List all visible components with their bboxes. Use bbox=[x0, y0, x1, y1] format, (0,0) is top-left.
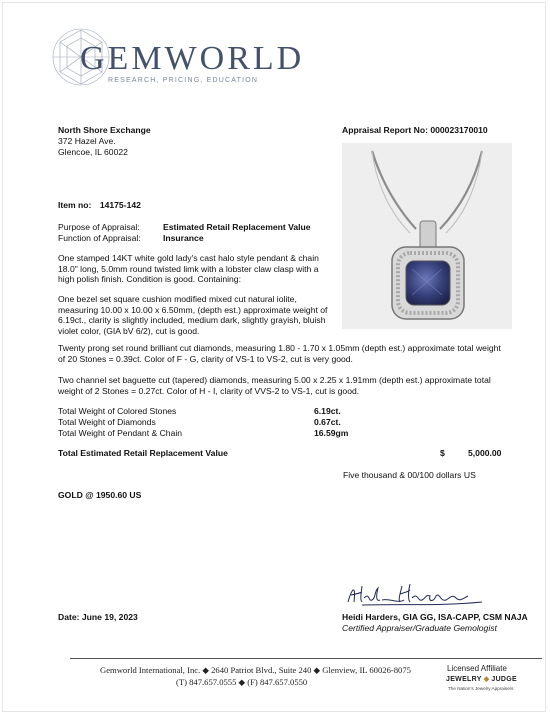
weight-diamonds-value: 0.67ct. bbox=[314, 417, 341, 427]
report-number bbox=[342, 125, 488, 136]
logo-wordmark: GEMWORLD bbox=[80, 40, 305, 77]
pendant-photo bbox=[342, 143, 512, 329]
footer-affiliate-label: Licensed Affiliate bbox=[447, 664, 507, 673]
weight-pendant-value: 16.59gm bbox=[314, 428, 349, 438]
jewelry-judge-logo bbox=[446, 675, 517, 683]
item-label: Item no: bbox=[58, 200, 92, 210]
jewelry-judge-left: JEWELRY bbox=[446, 676, 482, 683]
total-in-words: Five thousand & 00/100 dollars US bbox=[343, 470, 476, 480]
jewelry-judge-tagline: The Nation's Jewelry Appraisers bbox=[448, 686, 514, 691]
description-mounting: One stamped 14KT white gold lady's cast halo style pendant & chain 18.0" long, 5.0mm round twisted limk with a lobster claw clasp with a high polish finish. Condition is good. Containing: bbox=[58, 253, 319, 285]
total-currency: $ bbox=[440, 448, 445, 458]
function-value: Insurance bbox=[163, 233, 204, 243]
report-date bbox=[58, 612, 138, 623]
item-value: 14175-142 bbox=[99, 200, 141, 210]
signer-title: Certified Appraiser/Graduate Gemologist bbox=[342, 623, 497, 633]
weight-pendant-label: Total Weight of Pendant & Chain bbox=[58, 428, 183, 438]
footer-phone: (T) 847.657.0555 ◆ (F) 847.657.0550 bbox=[176, 677, 308, 687]
client-address-line2: Glencoe, IL 60022 bbox=[58, 147, 128, 157]
date-label: Date: bbox=[58, 612, 80, 622]
purpose-value: Estimated Retail Replacement Value bbox=[163, 222, 311, 232]
description-round-diamonds: Twenty prong set round brilliant cut diamonds, measuring 1.80 - 1.70 x 1.05mm (depth est.) approximate total weight of 20 Stones = 0.39ct. Color of F - G, clarity of VS-1 to VS-2, cut is very good. bbox=[58, 343, 501, 364]
pendant-necklace-icon bbox=[342, 143, 512, 329]
signer-name: Heidi Harders, GIA GG, ISA-CAPP, CSM NAJA bbox=[342, 612, 528, 622]
gavel-icon: ◆ bbox=[483, 676, 490, 683]
item-number bbox=[58, 200, 141, 211]
footer-address: Gemworld International, Inc. ◆ 2640 Patriot Blvd., Suite 240 ◆ Glenview, IL 60026-8075 bbox=[100, 665, 411, 675]
function-label: Function of Appraisal: bbox=[58, 233, 141, 243]
report-label: Appraisal Report No: bbox=[342, 125, 428, 135]
report-value: 000023170010 bbox=[430, 125, 488, 135]
weight-colored-label: Total Weight of Colored Stones bbox=[58, 406, 177, 416]
total-amount: 5,000.00 bbox=[468, 448, 502, 458]
gold-price: GOLD @ 1950.60 US bbox=[58, 490, 142, 500]
footer-divider bbox=[70, 658, 542, 659]
signature-image bbox=[342, 580, 492, 610]
client-name: North Shore Exchange bbox=[58, 125, 151, 135]
purpose-label: Purpose of Appraisal: bbox=[58, 222, 140, 232]
weight-diamonds-label: Total Weight of Diamonds bbox=[58, 417, 156, 427]
jewelry-judge-right: JUDGE bbox=[491, 676, 517, 683]
weight-colored-value: 6.19ct. bbox=[314, 406, 341, 416]
total-label: Total Estimated Retail Replacement Value bbox=[58, 448, 228, 458]
description-iolite: One bezel set square cushion modified mixed cut natural iolite, measuring 10.00 x 10.00 x 6.50mm, (depth est.) approximate weight of 6.19ct., clarity is slightly included, medium dark, slightly grayish, bluish violet color, (GIA bV 6/2), cut is good. bbox=[58, 294, 328, 336]
description-baguette-diamonds: Two channel set baguette cut (tapered) diamonds, measuring 5.00 x 2.25 x 1.91mm (depth est.) approximate total weight of 2 Stones = 0.27ct. Color of H - I, clarity of VVS-2 to VS-1, cut is good. bbox=[58, 375, 491, 396]
date-value: June 19, 2023 bbox=[81, 612, 138, 622]
logo-tagline: RESEARCH, PRICING, EDUCATION bbox=[108, 77, 259, 84]
client-address-line1: 372 Hazel Ave. bbox=[58, 136, 116, 146]
